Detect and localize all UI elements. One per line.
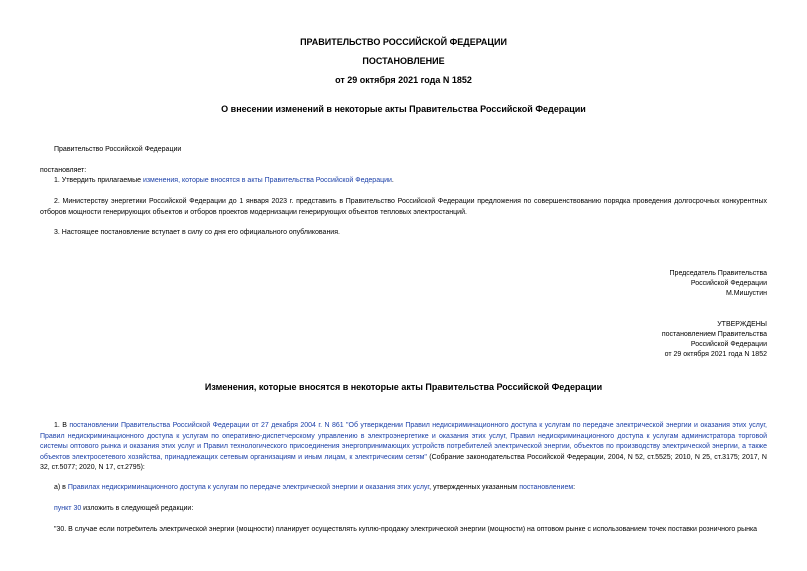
document-title: О внесении изменений в некоторые акты Правительства Российской Федерации (221, 104, 586, 114)
issuer: Правительство Российской Федерации (54, 146, 182, 153)
pa-mid: , утвержденных указанным (429, 484, 520, 491)
resolves: постановляет: (40, 167, 87, 174)
approved-line-2: постановлением Правительства (661, 331, 767, 338)
signature-position-1: Председатель Правительства (669, 270, 767, 277)
change-paragraph-1 (40, 421, 767, 474)
date-number: от 29 октября 2021 года N 1852 (335, 75, 472, 85)
item-3: 3. Настоящее постановление вступает в силу со дня его официального опубликования. (54, 229, 340, 236)
signature-position-2: Российской Федерации (690, 280, 767, 287)
item-1-suffix: . (391, 177, 394, 184)
pp-suffix: изложить в следующей редакции: (81, 505, 194, 512)
item-2: 2. Министерству энергетики Российской Федерации до 1 января 2023 г. представить в Правительство Российской Федерации предложения по совершенствованию порядка проведения долгосрочных конкурентных отборов мощности генерирующих объектов и отборов проектов модернизации генерирующих объектов тепловых электростанций. (40, 198, 767, 216)
resolution-link[interactable]: постановлением (519, 484, 574, 491)
point-30-instruction (54, 505, 193, 512)
resolution-861-link[interactable]: постановлении Правительства Российской Федерации от 27 декабря 2004 г. N 861 "Об утверждении Правил недискриминационного доступа к услугам по передаче электрической энергии и оказания этих услуг, Правил недискриминационного доступа к услугам по оперативно-диспетчерскому управлению в электроэнергетике и оказания этих услуг, Правил недискриминационного доступа к услугам администратора торговой системы оптового рынка и оказания этих услуг и Правил технологического присоединения энергопринимающих устройств потребителей электрической энергии, объектов по производству электрической энергии, а также объектов электросетевого хозяйства, принадлежащих сетевым организациям и иным лицам, к электрическим сетям" (40, 422, 767, 461)
pa-suffix: : (573, 484, 576, 491)
approved-line-3: Российской Федерации (690, 341, 767, 348)
changes-title: Изменения, которые вносятся в некоторые акты Правительства Российской Федерации (204, 382, 603, 392)
point-30-text: "30. В случае если потребитель электрической энергии (мощности) планирует осуществлять куплю-продажу электрической энергии (мощности) на оптовом рынке с использованием точек поставки розничного рынка (54, 526, 758, 533)
p1-suffix: (Собрание законодательства Российской Федерации, 2004, N 52, ст.5525; 2010, N 25, ст.3175; 2017, N 32, ст.5077; 2020, N 17, ст.2795): (40, 453, 767, 471)
government-heading: ПРАВИТЕЛЬСТВО РОССИЙСКОЙ ФЕДЕРАЦИИ (300, 37, 507, 47)
p1-prefix: 1. В (54, 422, 70, 429)
signature-name: М.Мишустин (725, 290, 767, 297)
item-1 (54, 177, 394, 184)
point-30-link[interactable]: пункт 30 (54, 505, 82, 512)
item-1-prefix: 1. Утвердить прилагаемые (54, 177, 143, 184)
approved-line-4: от 29 октября 2021 года N 1852 (664, 351, 767, 358)
doc-type-heading: ПОСТАНОВЛЕНИЕ (362, 56, 445, 66)
changes-link[interactable]: изменения, которые вносятся в акты Правительства Российской Федерации (142, 177, 392, 184)
rules-link[interactable]: Правилах недискриминационного доступа к услугам по передаче электрической энергии и оказания этих услуг (67, 484, 430, 491)
pa-prefix: а) в (54, 484, 68, 491)
approved-label: УТВЕРЖДЕНЫ (717, 321, 767, 328)
subparagraph-a (54, 484, 575, 491)
